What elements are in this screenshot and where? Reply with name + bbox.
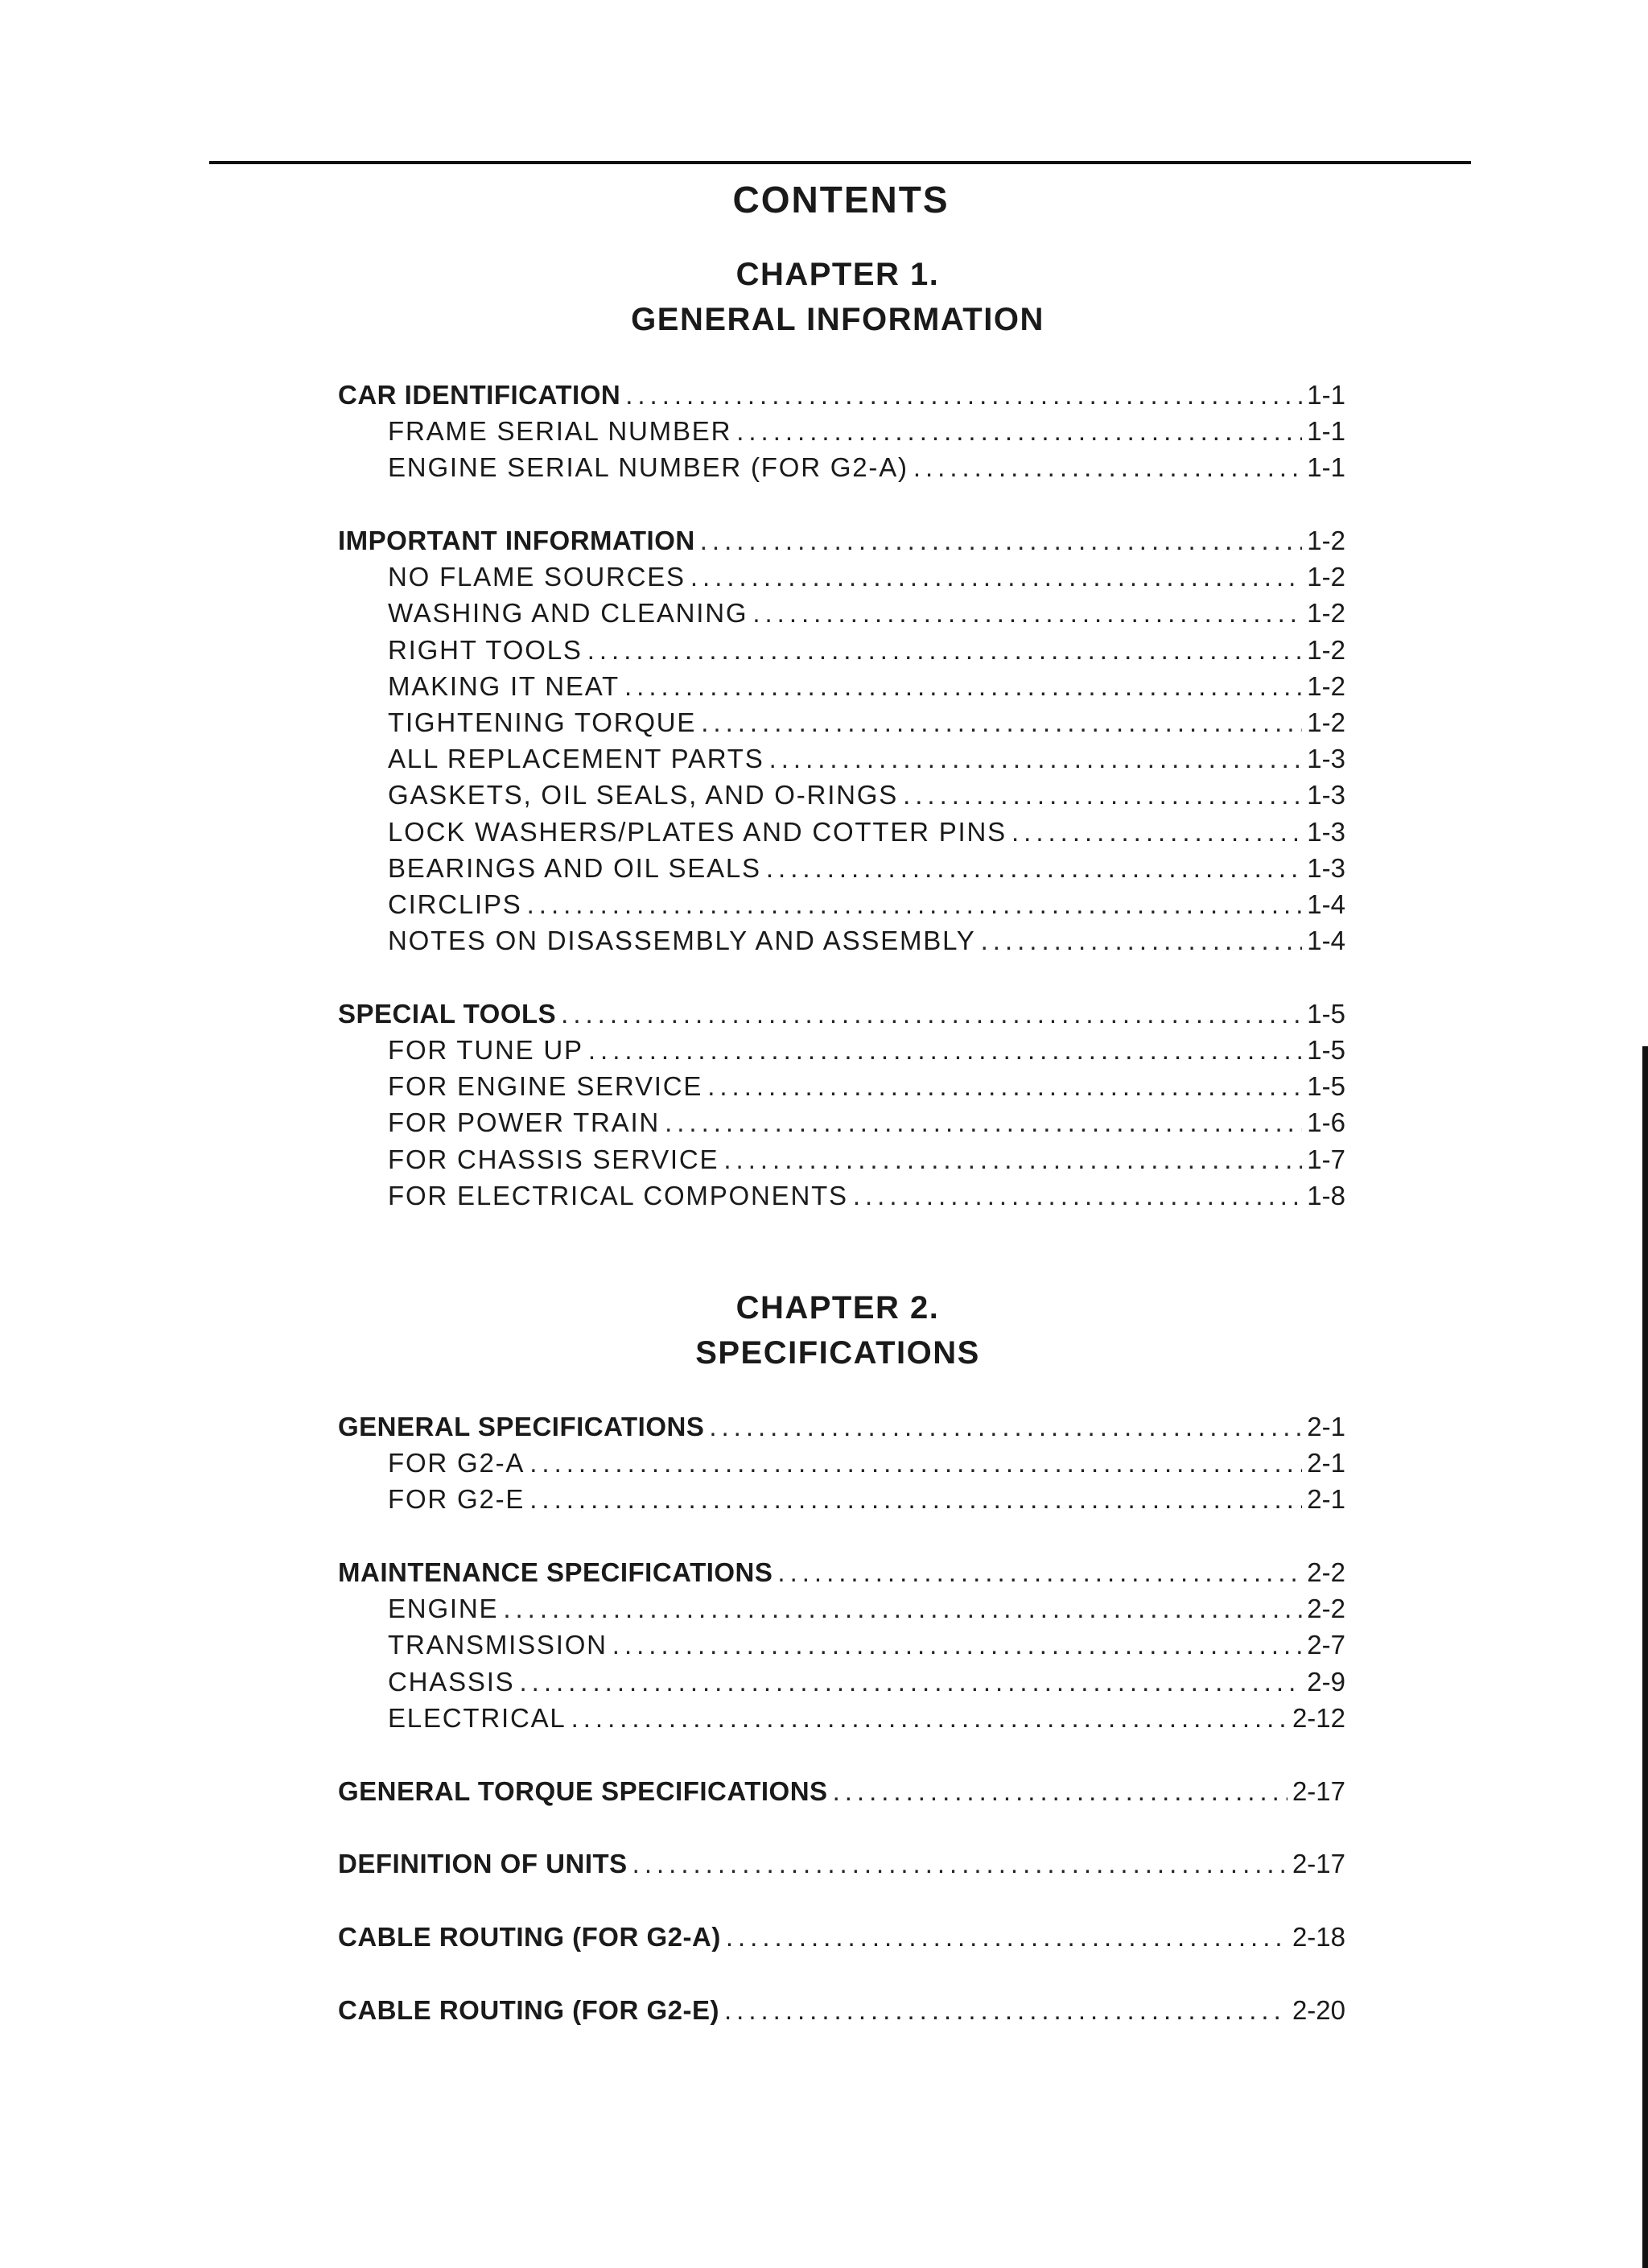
dot-leader (632, 1845, 1288, 1882)
toc-page-number: 1-1 (1307, 380, 1345, 410)
toc-entry-label: MAINTENANCE SPECIFICATIONS (338, 1557, 773, 1588)
dot-leader (1011, 814, 1302, 850)
toc-entry-label: WASHING AND CLEANING (388, 598, 748, 629)
dot-leader (561, 996, 1302, 1032)
toc-page-number: 1-5 (1307, 998, 1345, 1029)
toc-sub-entry[interactable] (338, 1700, 1345, 1736)
toc-sub-entry[interactable] (338, 1068, 1345, 1104)
toc-sub-entry[interactable] (338, 595, 1345, 631)
toc-page-number: 1-6 (1307, 1107, 1345, 1138)
dot-leader (736, 413, 1302, 449)
dot-leader (707, 1068, 1302, 1104)
chapter-1-heading: CHAPTER 1. (735, 257, 940, 292)
chapter-2-toc (338, 1408, 1345, 2028)
toc-page-number: 2-1 (1307, 1412, 1345, 1441)
toc-section-entry[interactable] (338, 996, 1345, 1032)
toc-entry-label: GASKETS, OIL SEALS, AND O-RINGS (388, 780, 899, 810)
dot-leader (726, 1919, 1288, 1955)
toc-sub-entry[interactable] (338, 1445, 1345, 1481)
toc-page-number: 1-3 (1307, 780, 1345, 810)
dot-leader (527, 886, 1303, 922)
dot-leader (571, 1700, 1288, 1736)
toc-sub-entry[interactable] (338, 1104, 1345, 1140)
toc-page-number: 1-1 (1307, 416, 1345, 447)
toc-sub-entry[interactable] (338, 740, 1345, 777)
toc-section-entry[interactable] (338, 1408, 1345, 1445)
chapter-2-heading: CHAPTER 2. (735, 1290, 940, 1326)
toc-page-number: 1-5 (1307, 1071, 1345, 1102)
dot-leader (624, 668, 1302, 704)
toc-sub-entry[interactable] (338, 1590, 1345, 1627)
toc-page-number: 2-9 (1307, 1666, 1345, 1697)
toc-entry-label: FOR G2-E (388, 1484, 525, 1515)
toc-sub-entry[interactable] (338, 559, 1345, 595)
toc-entry-label: ENGINE SERIAL NUMBER (FOR G2-A) (388, 452, 908, 483)
dot-leader (665, 1104, 1302, 1140)
toc-section-entry[interactable] (338, 1845, 1345, 1882)
toc-page-number: 1-4 (1307, 889, 1345, 919)
toc-entry-label: RIGHT TOOLS (388, 634, 583, 665)
dot-leader (529, 1481, 1302, 1517)
toc-page-number: 2-17 (1292, 1849, 1345, 1879)
toc-section-entry[interactable] (338, 1554, 1345, 1590)
toc-sub-entry[interactable] (338, 1141, 1345, 1177)
toc-entry-label: CABLE ROUTING (FOR G2-A) (338, 1921, 721, 1952)
toc-entry-label: IMPORTANT INFORMATION (338, 526, 695, 556)
dot-leader (723, 1141, 1302, 1177)
toc-page-number: 1-2 (1307, 526, 1345, 556)
toc-sub-entry[interactable] (338, 449, 1345, 485)
toc-sub-entry[interactable] (338, 1032, 1345, 1068)
toc-page-number: 1-3 (1307, 852, 1345, 883)
toc-page-number: 1-2 (1307, 707, 1345, 737)
toc-page-number: 2-18 (1292, 1921, 1345, 1952)
toc-entry-label: FOR TUNE UP (388, 1035, 583, 1065)
toc-page-number: 1-4 (1307, 926, 1345, 956)
toc-sub-entry[interactable] (338, 413, 1345, 449)
dot-leader (709, 1408, 1302, 1445)
dot-leader (769, 740, 1303, 777)
toc-sub-entry[interactable] (338, 1627, 1345, 1663)
dot-leader (690, 559, 1302, 595)
toc-page-number: 2-2 (1307, 1557, 1345, 1588)
toc-page-number: 2-7 (1307, 1630, 1345, 1660)
toc-entry-label: NOTES ON DISASSEMBLY AND ASSEMBLY (388, 926, 976, 956)
toc-sub-entry[interactable] (338, 850, 1345, 886)
toc-section-entry[interactable] (338, 522, 1345, 559)
toc-sub-entry[interactable] (338, 777, 1345, 813)
toc-sub-entry[interactable] (338, 1177, 1345, 1214)
toc-sub-entry[interactable] (338, 1664, 1345, 1700)
toc-entry-label: FOR ELECTRICAL COMPONENTS (388, 1180, 848, 1210)
dot-leader (853, 1177, 1302, 1214)
toc-entry-label: NO FLAME SOURCES (388, 562, 686, 592)
toc-page-number: 1-1 (1307, 452, 1345, 483)
toc-sub-entry[interactable] (338, 886, 1345, 922)
toc-sub-entry[interactable] (338, 814, 1345, 850)
toc-page-number: 2-2 (1307, 1594, 1345, 1624)
toc-page-number: 1-3 (1307, 816, 1345, 847)
dot-leader (752, 595, 1302, 631)
chapter-2-subheading: SPECIFICATIONS (695, 1335, 980, 1371)
dot-leader (724, 1992, 1288, 2028)
toc-page-number: 1-2 (1307, 598, 1345, 629)
dot-leader (913, 449, 1302, 485)
toc-entry-label: FOR POWER TRAIN (388, 1107, 661, 1138)
contents-title: CONTENTS (732, 179, 950, 221)
toc-page-number: 2-20 (1292, 1994, 1345, 2025)
toc-entry-label: FOR G2-A (388, 1448, 525, 1478)
toc-entry-label: CIRCLIPS (388, 889, 522, 919)
dot-leader (701, 704, 1302, 740)
toc-page-number: 2-1 (1307, 1448, 1345, 1478)
toc-page-number: 2-1 (1307, 1484, 1345, 1515)
chapter-1-toc (338, 377, 1345, 1214)
toc-page-number: 1-3 (1307, 744, 1345, 774)
toc-page-number: 1-2 (1307, 670, 1345, 701)
top-rule (209, 161, 1471, 164)
toc-section-entry[interactable] (338, 377, 1345, 413)
chapter-1-subheading: GENERAL INFORMATION (631, 302, 1044, 337)
toc-entry-label: MAKING IT NEAT (388, 670, 620, 701)
dot-leader (625, 377, 1302, 413)
dot-leader (587, 632, 1303, 668)
toc-entry-label: GENERAL TORQUE SPECIFICATIONS (338, 1775, 828, 1806)
toc-sub-entry[interactable] (338, 1481, 1345, 1517)
toc-page-number: 1-2 (1307, 562, 1345, 592)
scan-edge-mark (1642, 1046, 1648, 2268)
toc-entry-label: CAR IDENTIFICATION (338, 380, 621, 410)
toc-entry-label: FOR ENGINE SERVICE (388, 1071, 703, 1102)
toc-page-number: 1-7 (1307, 1144, 1345, 1174)
toc-sub-entry[interactable] (338, 922, 1345, 959)
toc-entry-label: ALL REPLACEMENT PARTS (388, 744, 764, 774)
toc-entry-label: SPECIAL TOOLS (338, 998, 557, 1029)
dot-leader (503, 1590, 1302, 1627)
dot-leader (766, 850, 1302, 886)
toc-entry-label: ELECTRICAL (388, 1702, 566, 1733)
toc-entry-label: FRAME SERIAL NUMBER (388, 416, 732, 447)
dot-leader (588, 1032, 1302, 1068)
toc-page-number: 1-2 (1307, 634, 1345, 665)
toc-entry-label: GENERAL SPECIFICATIONS (338, 1412, 705, 1441)
toc-entry-label: DEFINITION OF UNITS (338, 1849, 628, 1879)
toc-entry-label: CABLE ROUTING (FOR G2-E) (338, 1994, 719, 2025)
toc-entry-label: ENGINE (388, 1594, 499, 1624)
dot-leader (981, 922, 1303, 959)
toc-page-number: 2-12 (1292, 1702, 1345, 1733)
toc-entry-label: TRANSMISSION (388, 1630, 608, 1660)
dot-leader (700, 522, 1303, 559)
dot-leader (529, 1445, 1302, 1481)
toc-sub-entry[interactable] (338, 668, 1345, 704)
toc-entry-label: LOCK WASHERS/PLATES AND COTTER PINS (388, 816, 1007, 847)
toc-section-entry[interactable] (338, 1773, 1345, 1809)
toc-entry-label: FOR CHASSIS SERVICE (388, 1144, 719, 1174)
toc-sub-entry[interactable] (338, 632, 1345, 668)
dot-leader (833, 1773, 1288, 1809)
toc-page-number: 2-17 (1292, 1775, 1345, 1806)
toc-entry-label: TIGHTENING TORQUE (388, 707, 697, 737)
dot-leader (519, 1664, 1302, 1700)
toc-page-number: 1-8 (1307, 1180, 1345, 1210)
toc-entry-label: CHASSIS (388, 1666, 515, 1697)
dot-leader (777, 1554, 1302, 1590)
toc-section-entry[interactable] (338, 1992, 1345, 2028)
toc-section-entry[interactable] (338, 1919, 1345, 1955)
toc-page-number: 1-5 (1307, 1035, 1345, 1065)
dot-leader (903, 777, 1302, 813)
dot-leader (612, 1627, 1303, 1663)
toc-sub-entry[interactable] (338, 704, 1345, 740)
toc-entry-label: BEARINGS AND OIL SEALS (388, 852, 761, 883)
